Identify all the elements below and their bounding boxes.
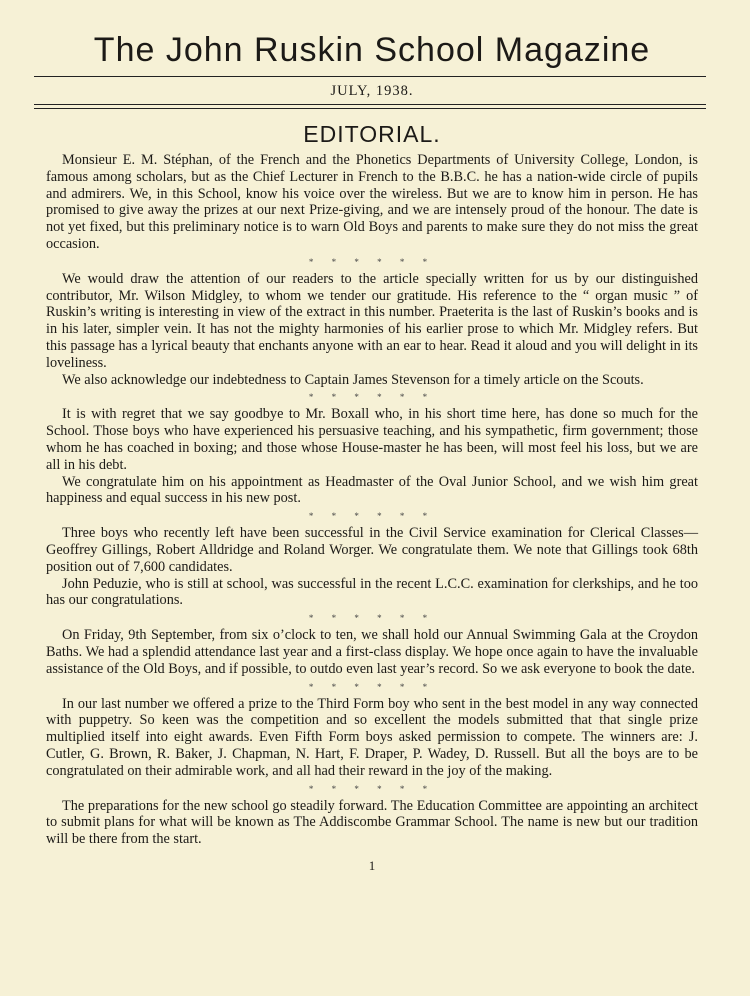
paragraph-boxall: It is with regret that we say goodbye to Mr. Boxall who, in his short time here, has done so much for the School. Those boys who have experienced his persuasive teaching, and his sympathetic, firm government; those whom he has coached in boxing; and those whose House-master he has been, will most feel his loss, but we are all in his debt. (46, 406, 698, 473)
section-separator: * * * * * * (308, 392, 436, 403)
paragraph-midgley: We would draw the attention of our readers to the article specially written for us by our distinguished contributor, Mr. Wilson Midgley, to whom we tender our gratitude. His reference to the “ organ music ” of Ruskin’s writing is interesting in view of the extract in this number. Praeterita is the last of Ruskin’s books and is in his later, simpler vein. It has not the mighty harmonies of his earlier prose to which Mr. Midgley refers. But this passage has a lyrical beauty that enchants anyone with an ear to hear. Read it aloud and you will delight in its loveliness. (46, 270, 698, 371)
section-separator: * * * * * * (308, 681, 436, 692)
double-rule (34, 104, 706, 109)
paragraph-stephan: Monsieur E. M. Stéphan, of the French and the Phonetics Departments of University College, London, is famous among scholars, but as the Chief Lecturer in French to the B.B.C. he has a nation-wide circle of pupils and admirers. We, in this School, know his voice over the wireless. But we are to know him in person. He has promised to give away the prizes at our next Prize-giving, and we are intensely proud of the honour. The date is not yet fixed, but this preliminary notice is to warn Old Boys and parents to make sure they do not miss the great occasion. (46, 152, 698, 252)
paragraph-peduzie: John Peduzie, who is still at school, was successful in the recent L.C.C. examination for clerkships, and he too has our congratulations. (46, 575, 698, 609)
page-number: 1 (368, 857, 376, 873)
section-separator: * * * * * * (308, 256, 436, 267)
paragraph-new-school: The preparations for the new school go steadily forward. The Education Committee are appointing an architect to submit plans for what will be known as The Addiscombe Grammar School. The name is new but our tradition will be there from the start. (46, 797, 698, 848)
section-separator: * * * * * * (308, 613, 436, 624)
masthead-title: The John Ruskin School Magazine (93, 31, 651, 69)
paragraph-civil-service: Three boys who recently left have been successful in the Civil Service examination for Clerical Classes—Geoffrey Gillings, Robert Alldridge and Roland Worger. We congratulate them. We note that Gillings took 68th position out of 7,600 candidates. (46, 525, 698, 575)
paragraph-swimming-gala: On Friday, 9th September, from six o’clock to ten, we shall hold our Annual Swimming Gala at the Croydon Baths. We had a splendid attendance last year and a first-class display. We hope once again to have the invaluable assistance of the Old Boys, and if possible, to outdo even last year’s record. So we ask everyone to book the date. (46, 627, 698, 677)
paragraph-stevenson: We also acknowledge our indebtedness to Captain James Stevenson for a timely article on the Scouts. (62, 371, 644, 388)
section-separator: * * * * * * (308, 511, 436, 522)
paragraph-puppetry: In our last number we offered a prize to the Third Form boy who sent in the best model in any way connected with puppetry. So keen was the competition and so excellent the models submitted that that single prize multiplied itself into eight awards. Even Fifth Form boys asked permission to compete. The winners are: J. Cutler, G. Brown, R. Baker, J. Chapman, N. Hart, F. Draper, P. Wadey, D. Russell. But all the boys are to be congratulated on their admirable work, and all had their reward in the joy of the making. (46, 695, 698, 779)
section-separator: * * * * * * (308, 783, 436, 794)
issue-date: JULY, 1938. (330, 83, 414, 99)
paragraph-boxall-congrats: We congratulate him on his appointment as Headmaster of the Oval Junior School, and we wish him great happiness and equal success in his new post. (46, 473, 698, 507)
editorial-heading: EDITORIAL. (303, 121, 441, 147)
